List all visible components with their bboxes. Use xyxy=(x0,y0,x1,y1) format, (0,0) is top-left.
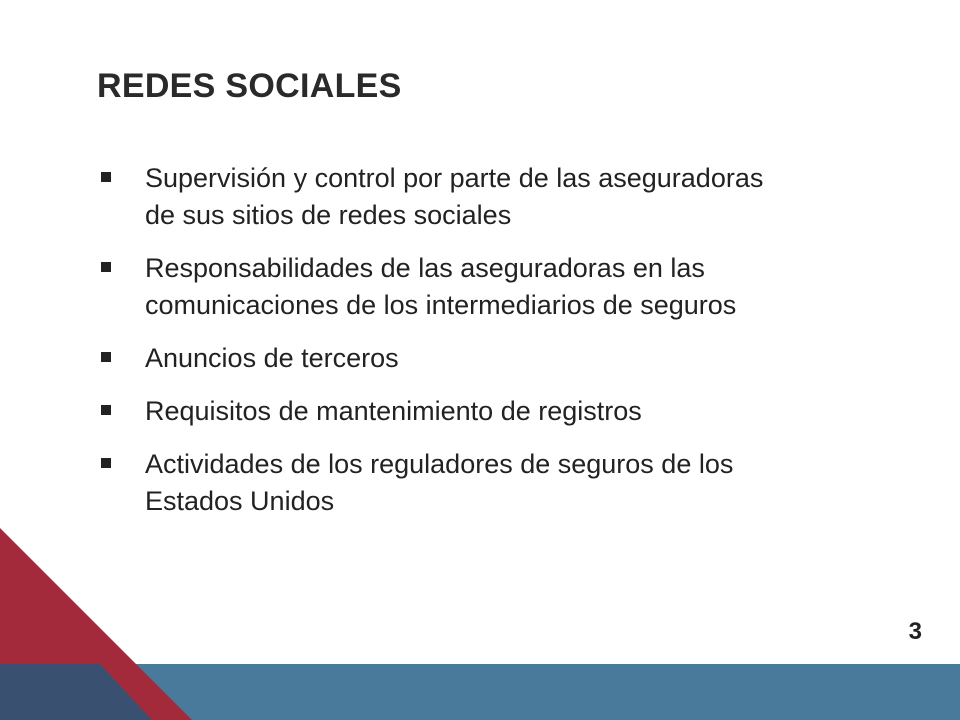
bullet-item xyxy=(97,446,787,520)
bullet-item xyxy=(97,250,787,324)
square-bullet-icon xyxy=(101,172,111,182)
bullet-text: Actividades de los reguladores de seguros de los Estados Unidos xyxy=(145,449,734,516)
page-number: 3 xyxy=(908,618,922,645)
bullet-text: Anuncios de terceros xyxy=(145,343,399,373)
bullet-list xyxy=(97,160,787,536)
bullet-text: Requisitos de mantenimiento de registros xyxy=(145,396,642,426)
bullet-item xyxy=(97,160,787,234)
square-bullet-icon xyxy=(101,458,111,468)
slide-title: REDES SOCIALES xyxy=(97,67,402,105)
square-bullet-icon xyxy=(101,405,111,415)
bullet-text: Supervisión y control por parte de las aseguradoras de sus sitios de redes sociales xyxy=(145,163,764,230)
square-bullet-icon xyxy=(101,352,111,362)
bullet-text: Responsabilidades de las aseguradoras en las comunicaciones de los intermediarios de seguros xyxy=(145,253,737,320)
square-bullet-icon xyxy=(101,262,111,272)
bullet-item xyxy=(97,340,787,377)
bullet-item xyxy=(97,393,787,430)
